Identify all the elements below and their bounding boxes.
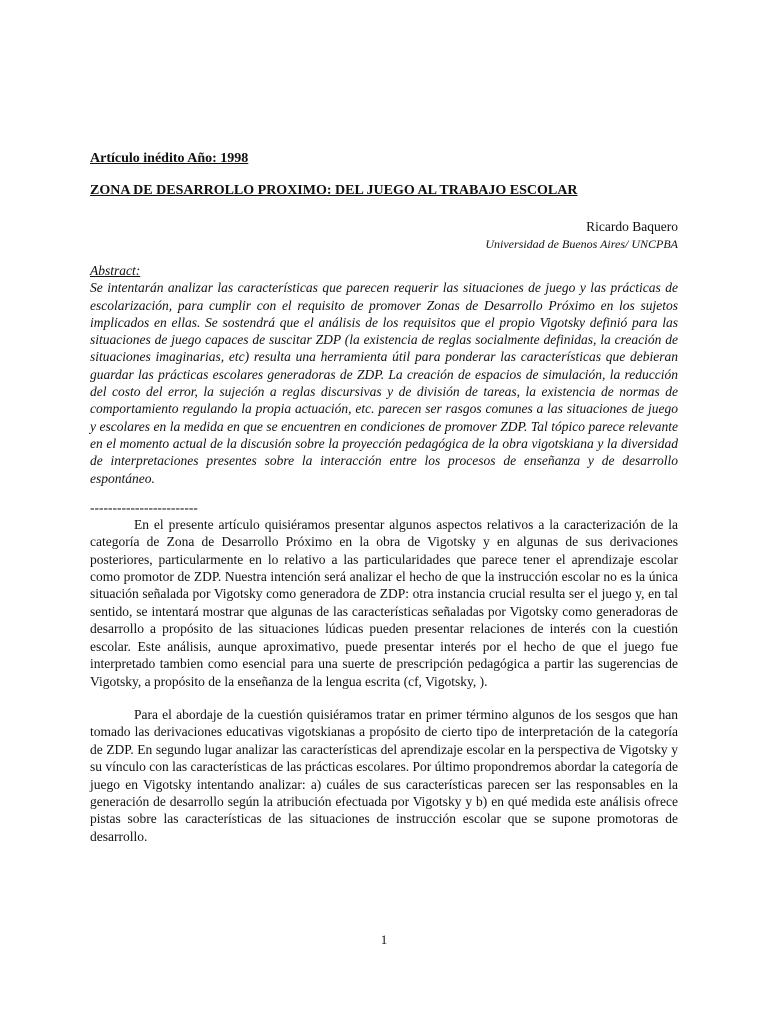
body-paragraph-1: En el presente artículo quisiéramos presentar algunos aspectos relativos a la caracterización de la categoría de Zona de Desarrollo Próximo en la obra de Vigotsky y en algunas de sus derivaciones posteriores, particularmente en lo relativo a las particularidades que parece tener el aprendizaje escolar como promotor de ZDP. Nuestra intención será analizar el hecho de que la instrucción escolar no es la única situación señalada por Vigotsky como generadora de ZDP: otra instancia crucial resulta ser el juego y, en tal sentido, se intentará mostrar que algunas de las características señaladas por Vigotsky como generadoras de desarrollo a propósito de las situaciones lúdicas pueden presentar relaciones de interés con la cuestión escolar. Este análisis, aunque aproximativo, puede presentar interés por el hecho de que el juego fue interpretado tambien como esencial para una suerte de prescripción pedagógica a partir las sugerencias de Vigotsky, a propósito de la enseñanza de la lengua escrita (cf, Vigotsky, ). xyxy=(90,516,678,689)
author-name: Ricardo Baquero xyxy=(586,219,678,234)
author-affiliation: Universidad de Buenos Aires/ UNCPBA xyxy=(485,237,678,251)
article-label: Artículo inédito Año: 1998 xyxy=(90,151,249,166)
article-title: ZONA DE DESARROLLO PROXIMO: DEL JUEGO AL TRABAJO ESCOLAR xyxy=(90,183,578,198)
body-paragraph-2: Para el abordaje de la cuestión quisiéramos tratar en primer término algunos de los sesgos que han tomado las derivaciones educativas vigotskianas a propósito de cierto tipo de interpretación de la categoría de ZDP. En segundo lugar analizar las características del aprendizaje escolar en la perspectiva de Vigotsky y su vínculo con las características de las prácticas escolares. Por último propondremos abordar la categoría de juego en Vigotsky intentando analizar: a) cuáles de sus características parecen ser las responsables en la generación de desarrollo según la atribución efectuada por Vigotsky y b) en qué medida este análisis ofrece pistas sobre las características de las situaciones de instrucción escolar que se supone promotoras de desarrollo. xyxy=(90,706,678,844)
section-divider: ------------------------ xyxy=(90,499,198,515)
page-number: 1 xyxy=(380,932,388,947)
abstract-label: Abstract: xyxy=(90,263,141,278)
abstract-text: Se intentarán analizar las características que parecen requerir las situaciones de juego y las prácticas de escolarización, para cumplir con el requisito de promover Zonas de Desarrollo Próximo en los sujetos implicados en ellas. Se sostendrá que el análisis de los requisitos que el propio Vigotsky definió para las situaciones de juego capaces de suscitar ZDP (la existencia de reglas socialmente definidas, la creación de situaciones imaginarias, etc) resulta una herramienta útil para ponderar las características que debieran guardar las prácticas escolares generadoras de ZDP. La creación de espacios de simulación, la reducción del costo del error, la sujeción a reglas discursivas y de división de tareas, la existencia de normas de comportamiento regulando la propia actuación, etc. parecen ser rasgos comunes a las situaciones de juego y escolares en la medida en que se encuentren en condiciones de promover ZDP. Tal tópico parece relevante en el momento actual de la discusión sobre la proyección pedagógica de la obra vigotskiana y la diversidad de interpretaciones presentes sobre la interacción entre los procesos de enseñanza y de desarrollo espontáneo. xyxy=(90,280,678,486)
document-page xyxy=(90,150,678,861)
